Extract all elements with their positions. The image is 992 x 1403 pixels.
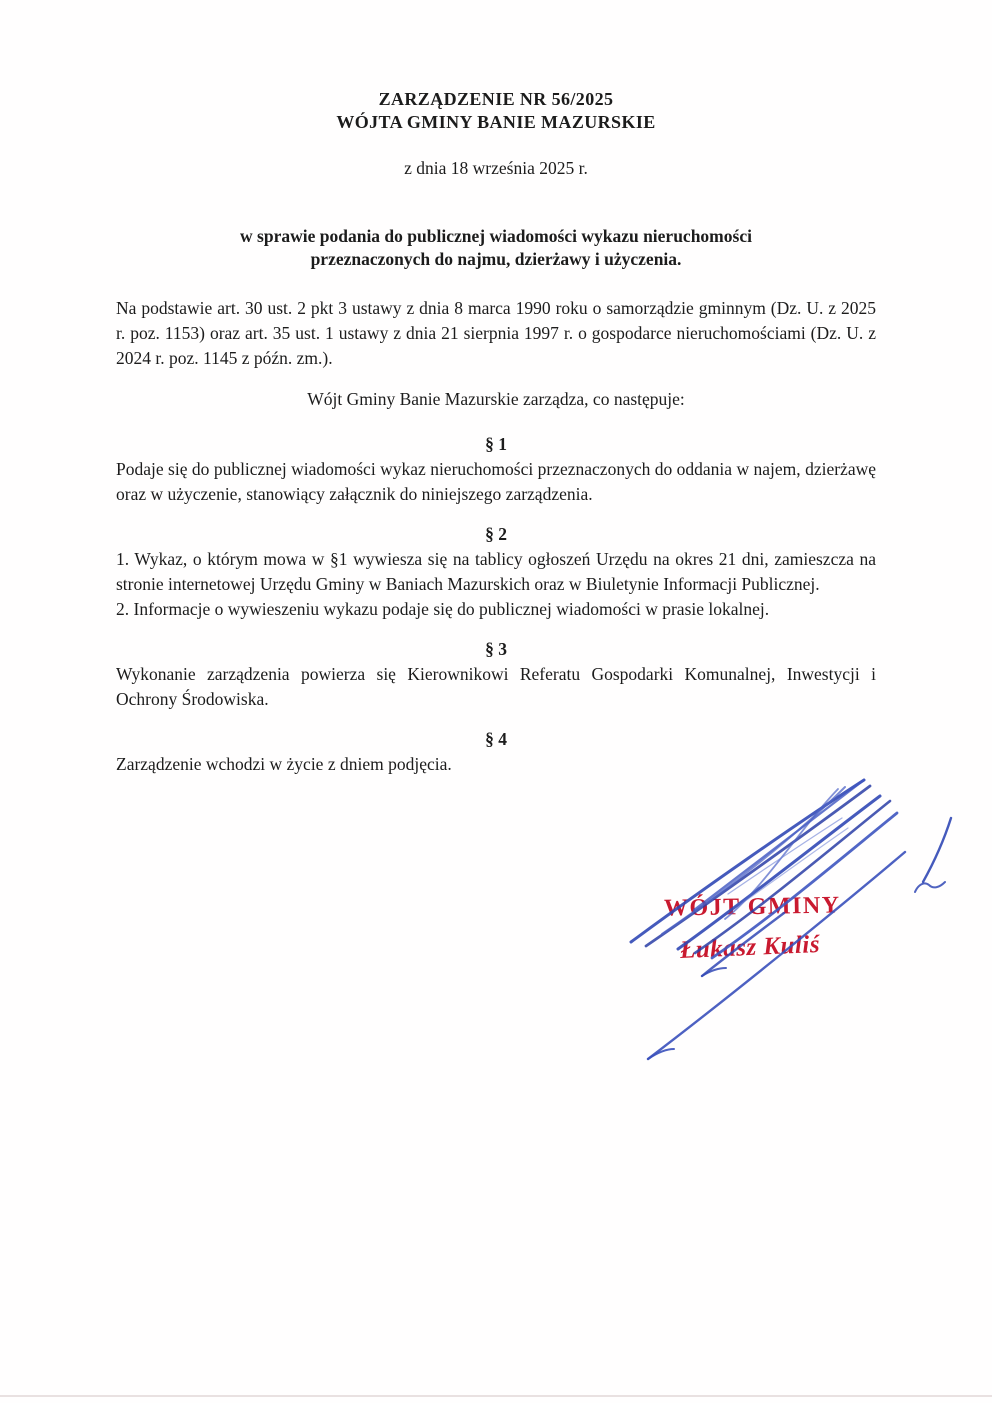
section-2 [116,522,876,622]
section-4-label: § 4 [485,728,507,749]
section-3-paragraph: Wykonanie zarządzenia powierza się Kierownikowi Referatu Gospodarki Komunalnej, Inwestycji i Ochrony Środowiska. [116,663,876,709]
subject-line-2: przeznaczonych do najmu, dzierżawy i użyczenia. [310,249,682,269]
section-4 [116,727,876,777]
signature-block [616,772,988,1084]
subject-block [116,225,876,271]
section-1-paragraph: Podaje się do publicznej wiadomości wykaz nieruchomości przeznaczonych do oddania w najem, dzierżawę oraz w użyczenie, stanowiący załącznik do niniejszego zarządzenia. [116,458,876,504]
section-3-label: § 3 [485,638,507,659]
section-1-label: § 1 [485,433,507,454]
legal-basis-paragraph: Na podstawie art. 30 ust. 2 pkt 3 ustawy z dnia 8 marca 1990 roku o samorządzie gminnym (Dz. U. z 2025 r. poz. 1153) oraz art. 35 ust. 1 ustawy z dnia 21 sierpnia 1997 r. o gospodarce nieruchomościami (Dz. U. z 2024 r. poz. 1145 z późn. zm.). [116,298,876,368]
document-content [116,0,876,777]
section-2-paragraph-1: 1. Wykaz, o którym mowa w §1 wywiesza się na tablicy ogłoszeń Urzędu na okres 21 dni, zamieszcza na stronie internetowej Urzędu Gminy w Baniach Mazurskich oraz w Biuletynie Informacji Publicznej. [116,548,876,594]
title-line-2: WÓJTA GMINY BANIE MAZURSKIE [336,112,656,132]
subject-line-1: w sprawie podania do publicznej wiadomości wykazu nieruchomości [240,226,752,246]
section-4-paragraph: Zarządzenie wchodzi w życie z dniem podjęcia. [116,753,452,774]
page-bottom-edge [0,1395,992,1397]
pen-signature-icon [616,772,988,1084]
signature-stamp-title: WÓJT GMINY [663,892,841,922]
section-1 [116,432,876,507]
title-line-1: ZARZĄDZENIE NR 56/2025 [378,89,614,109]
section-2-label: § 2 [485,523,507,544]
signature-stamp-name: Łukasz Kuliś [679,930,821,965]
section-3 [116,637,876,712]
intro-line: Wójt Gminy Banie Mazurskie zarządza, co następuje: [307,388,685,409]
date-line: z dnia 18 września 2025 r. [404,158,588,178]
section-2-paragraph-2: 2. Informacje o wywieszeniu wykazu podaje się do publicznej wiadomości w prasie lokalnej. [116,598,770,619]
document-title [116,88,876,134]
